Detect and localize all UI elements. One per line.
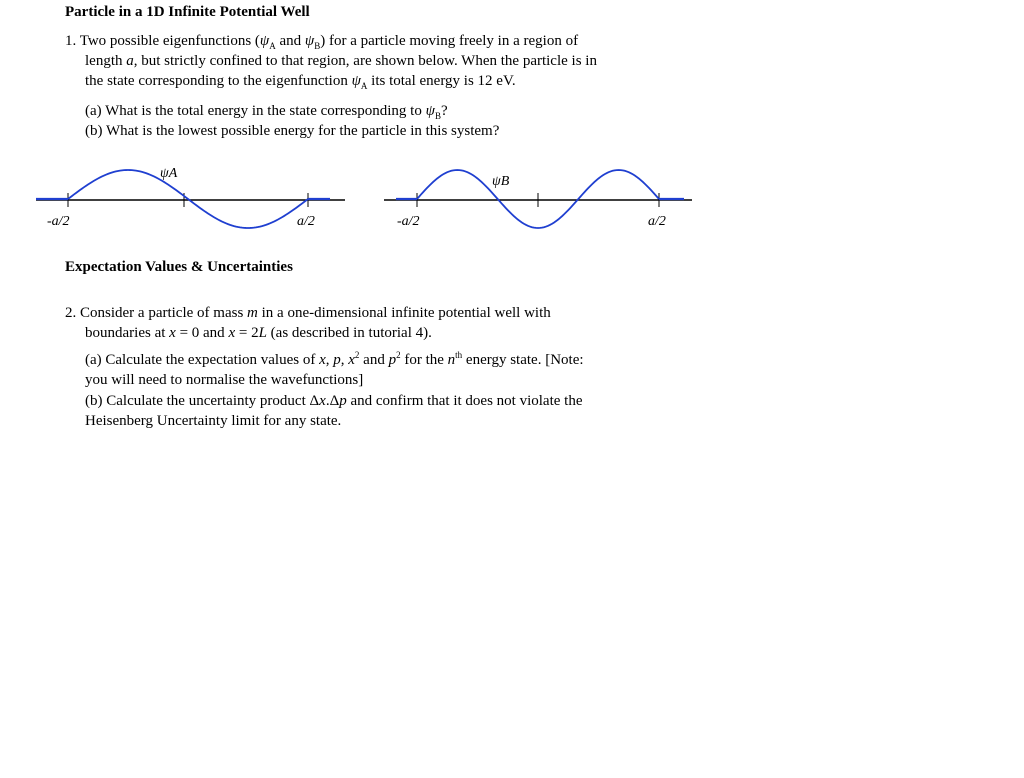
q1-line3-text-b: its total energy is 12 eV. [367, 73, 516, 89]
q1-line3-sub: A [360, 81, 368, 91]
q2-var-x: x [319, 352, 326, 368]
q2-sup-2a: 2 [354, 350, 360, 360]
q2-line1-text-b: in a one-dimensional infinite potential well with [257, 305, 551, 321]
q1-part-a-sub: B [434, 111, 441, 121]
q2-part-a-end: energy state. [Note: [462, 352, 584, 368]
q1-line3-psi: ψ [351, 73, 361, 89]
q1-part-a-text: (a) What is the total energy in the state corresponding to [85, 103, 426, 119]
q2-part-a-text: (a) Calculate the expectation values of [85, 352, 320, 368]
psi-a-curve [68, 170, 308, 228]
q2-line2-text-c: = 2 [235, 325, 259, 341]
psi-b-subscript: B [314, 41, 321, 51]
q1-line1-text-a: Two possible eigenfunctions ( [79, 33, 260, 49]
q1-and: and [275, 33, 305, 49]
psi-a-subscript: A [269, 41, 276, 51]
q2-comma2: , [340, 352, 349, 368]
q2-line1 [65, 304, 551, 323]
q2-var-p-sq: p [388, 352, 397, 368]
q2-sup-th: th [455, 350, 463, 360]
q2-var-n: n [447, 352, 456, 368]
q2-var-x-sq: x [348, 352, 355, 368]
q2-line2-text-a: boundaries at [85, 325, 170, 341]
q2-delta-p: p [339, 393, 347, 409]
q2-part-a-line2: you will need to normalise the wavefunctions] [85, 372, 364, 388]
q1-part-a-psi: ψ [425, 103, 435, 119]
q2-part-a-line1 [85, 351, 584, 370]
q1-line2-text-a: length [85, 53, 127, 69]
q2-delta-dot: .Δ [325, 393, 340, 409]
psi-b-label: ψB [492, 174, 510, 189]
q2-line2 [85, 324, 432, 343]
psi-b-symbol: ψ [304, 33, 315, 49]
q1-line2-text-b: , but strictly confined to that region, are shown below. When the particle is in [133, 53, 597, 69]
right-xmax-label: a/2 [648, 214, 666, 229]
q1-number: 1. [65, 33, 77, 49]
q2-sup-2b: 2 [396, 350, 401, 360]
q1-var-a: a [126, 53, 134, 69]
left-xmin-label: -a/2 [47, 214, 70, 229]
q2-for: for the [400, 352, 448, 368]
left-xmax-label: a/2 [297, 214, 315, 229]
q2-comma1: , [325, 352, 334, 368]
q2-part-b-line1 [85, 392, 583, 411]
q2-var-L: L [258, 325, 267, 341]
q2-part-b-text: (b) Calculate the uncertainty product Δ [85, 393, 320, 409]
q2-line1-text-a: Consider a particle of mass [80, 305, 248, 321]
q1-part-a-end: ? [440, 103, 448, 119]
q2-number: 2. [65, 305, 77, 321]
q2-line2-text-d: (as described in tutorial 4). [266, 325, 432, 341]
q2-and: and [359, 352, 389, 368]
section1-title: Particle in a 1D Infinite Potential Well [65, 4, 310, 20]
q2-var-p: p [333, 352, 341, 368]
left-plot [36, 166, 345, 229]
q2-var-x2: x [228, 325, 236, 341]
q2-part-b-text-2: and confirm that it does not violate the [346, 393, 583, 409]
psi-a-label: ψA [160, 166, 178, 181]
q1-line3-text-a: the state corresponding to the eigenfunction [85, 73, 352, 89]
q2-line2-text-b: = 0 and [175, 325, 229, 341]
q1-line1-text-b: ) for a particle moving freely in a region of [320, 33, 579, 49]
q2-var-m: m [247, 305, 258, 321]
right-plot [384, 170, 692, 229]
section2-title: Expectation Values & Uncertainties [65, 259, 293, 275]
psi-a-symbol: ψ [259, 33, 270, 49]
right-xmin-label: -a/2 [397, 214, 420, 229]
q2-var-x1: x [169, 325, 176, 341]
q2-part-b-line2: Heisenberg Uncertainty limit for any state. [85, 413, 342, 429]
q2-delta-x: x [319, 393, 326, 409]
q1-part-b: (b) What is the lowest possible energy for the particle in this system? [85, 123, 500, 139]
